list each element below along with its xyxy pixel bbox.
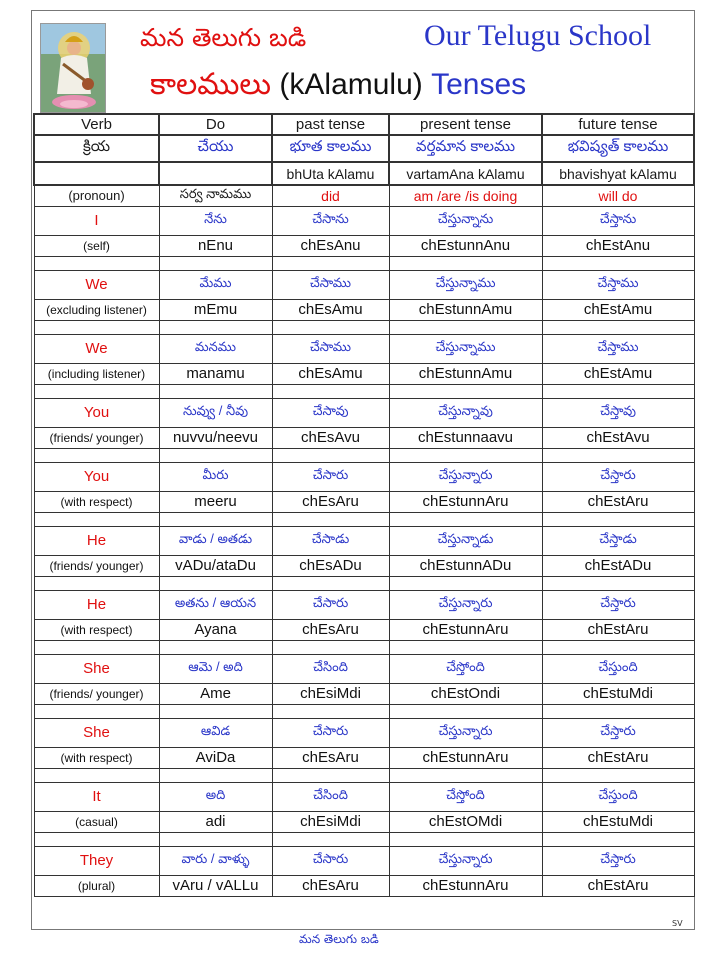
- table-cell: ఆవిడ: [159, 718, 272, 747]
- spacer-cell: [34, 768, 159, 782]
- table-cell: చేసింది: [272, 654, 389, 683]
- header-row-pronoun: [34, 185, 694, 206]
- table-cell: He: [34, 526, 159, 555]
- spacer-cell: [159, 512, 272, 526]
- spacer-cell: [159, 320, 272, 334]
- spacer-row: [34, 576, 694, 590]
- table-row-roman: [34, 363, 694, 384]
- table-cell: Ayana: [159, 619, 272, 640]
- table-row-telugu: [34, 526, 694, 555]
- table-cell: ఆమె / అది: [159, 654, 272, 683]
- header-cell: am /are /is doing: [389, 185, 542, 206]
- table-cell: chEstAvu: [542, 427, 694, 448]
- table-cell: చేస్తున్నారు: [389, 462, 542, 491]
- spacer-cell: [159, 256, 272, 270]
- header-cell: సర్వ నామము: [159, 185, 272, 206]
- table-cell: (excluding listener): [34, 299, 159, 320]
- spacer-cell: [272, 256, 389, 270]
- spacer-cell: [272, 512, 389, 526]
- table-row-roman: [34, 235, 694, 256]
- table-cell: chEsiMdi: [272, 683, 389, 704]
- table-cell: chEstunnAru: [389, 747, 542, 768]
- header-cell: will do: [542, 185, 694, 206]
- spacer-cell: [542, 384, 694, 398]
- table-cell: chEstunnAru: [389, 491, 542, 512]
- table-cell: చేస్తాము: [542, 334, 694, 363]
- table-row-roman: [34, 683, 694, 704]
- table-cell: వాడు / అతడు: [159, 526, 272, 555]
- table-cell: He: [34, 590, 159, 619]
- table-row-telugu: [34, 654, 694, 683]
- spacer-cell: [542, 256, 694, 270]
- table-cell: chEstAru: [542, 491, 694, 512]
- table-cell: చేసారు: [272, 846, 389, 875]
- spacer-cell: [542, 320, 694, 334]
- tenses-table: [33, 113, 695, 897]
- header-cell: క్రియ: [34, 135, 159, 162]
- table-cell: చేస్తున్నారు: [389, 590, 542, 619]
- spacer-cell: [34, 512, 159, 526]
- spacer-cell: [272, 448, 389, 462]
- table-cell: I: [34, 206, 159, 235]
- subtitle-english: Tenses: [431, 68, 527, 101]
- table-cell: We: [34, 270, 159, 299]
- spacer-cell: [389, 640, 542, 654]
- spacer-cell: [159, 448, 272, 462]
- table-cell: chEstADu: [542, 555, 694, 576]
- spacer-cell: [159, 576, 272, 590]
- table-cell: chEsAvu: [272, 427, 389, 448]
- header-cell: (pronoun): [34, 185, 159, 206]
- spacer-cell: [159, 832, 272, 846]
- table-cell: You: [34, 462, 159, 491]
- table-cell: చేస్తారు: [542, 462, 694, 491]
- table-cell: chEstuMdi: [542, 683, 694, 704]
- subtitle-roman: (kAlamulu): [279, 68, 423, 101]
- corner-mark: SV: [672, 919, 683, 928]
- spacer-cell: [542, 576, 694, 590]
- spacer-cell: [272, 384, 389, 398]
- spacer-cell: [34, 832, 159, 846]
- table-cell: chEstAnu: [542, 235, 694, 256]
- table-cell: చేసారు: [272, 590, 389, 619]
- spacer-cell: [159, 704, 272, 718]
- table-cell: chEsAmu: [272, 363, 389, 384]
- subtitle: [150, 67, 526, 109]
- table-cell: చేసాను: [272, 206, 389, 235]
- spacer-cell: [389, 448, 542, 462]
- table-cell: వారు / వాళ్ళు: [159, 846, 272, 875]
- table-cell: (including listener): [34, 363, 159, 384]
- spacer-cell: [272, 576, 389, 590]
- spacer-row: [34, 704, 694, 718]
- table-cell: chEstunnAmu: [389, 363, 542, 384]
- worksheet: [31, 10, 695, 930]
- table-cell: chEsAru: [272, 747, 389, 768]
- table-row-telugu: [34, 782, 694, 811]
- table-cell: Ame: [159, 683, 272, 704]
- spacer-cell: [389, 832, 542, 846]
- spacer-cell: [34, 704, 159, 718]
- table-cell: చేస్తోంది: [389, 782, 542, 811]
- table-cell: vAru / vALLu: [159, 875, 272, 896]
- table-cell: chEstAru: [542, 619, 694, 640]
- header-cell: Verb: [34, 114, 159, 135]
- table-cell: chEsAru: [272, 491, 389, 512]
- table-cell: chEsAru: [272, 875, 389, 896]
- table-cell: chEstunnAmu: [389, 299, 542, 320]
- saraswati-goddess-icon: [40, 23, 106, 113]
- table-cell: meeru: [159, 491, 272, 512]
- table-cell: (self): [34, 235, 159, 256]
- table-cell: (with respect): [34, 491, 159, 512]
- table-cell: chEsADu: [272, 555, 389, 576]
- title-telugu: మన తెలుగు బడి: [140, 23, 307, 52]
- spacer-cell: [272, 768, 389, 782]
- table-row-roman: [34, 875, 694, 896]
- table-cell: chEstunnAru: [389, 619, 542, 640]
- header-cell: future tense: [542, 114, 694, 135]
- spacer-cell: [542, 832, 694, 846]
- spacer-row: [34, 640, 694, 654]
- table-cell: చేస్తారు: [542, 718, 694, 747]
- table-cell: We: [34, 334, 159, 363]
- header-cell: చేయు: [159, 135, 272, 162]
- spacer-cell: [34, 384, 159, 398]
- table-cell: They: [34, 846, 159, 875]
- table-cell: చేసింది: [272, 782, 389, 811]
- spacer-cell: [542, 704, 694, 718]
- spacer-row: [34, 768, 694, 782]
- spacer-cell: [389, 384, 542, 398]
- table-cell: చేస్తాము: [542, 270, 694, 299]
- header-cell: did: [272, 185, 389, 206]
- spacer-cell: [389, 256, 542, 270]
- table-cell: చేస్తావు: [542, 398, 694, 427]
- spacer-row: [34, 832, 694, 846]
- spacer-cell: [389, 512, 542, 526]
- table-row-telugu: [34, 270, 694, 299]
- table-cell: chEstunnAnu: [389, 235, 542, 256]
- table-cell: చేస్తుంది: [542, 782, 694, 811]
- table-cell: చేస్తారు: [542, 590, 694, 619]
- spacer-cell: [389, 320, 542, 334]
- header-row-telugu: [34, 135, 694, 162]
- table-cell: నేను: [159, 206, 272, 235]
- table-cell: vADu/ataDu: [159, 555, 272, 576]
- table-cell: (casual): [34, 811, 159, 832]
- spacer-cell: [34, 256, 159, 270]
- table-row-telugu: [34, 398, 694, 427]
- table-cell: chEstAru: [542, 747, 694, 768]
- table-cell: అది: [159, 782, 272, 811]
- spacer-row: [34, 512, 694, 526]
- table-cell: చేస్తున్నావు: [389, 398, 542, 427]
- table-cell: (friends/ younger): [34, 683, 159, 704]
- table-cell: చేసాము: [272, 334, 389, 363]
- table-cell: మనము: [159, 334, 272, 363]
- table-cell: chEstOMdi: [389, 811, 542, 832]
- spacer-cell: [159, 640, 272, 654]
- table-row-telugu: [34, 334, 694, 363]
- table-row-roman: [34, 299, 694, 320]
- spacer-cell: [389, 576, 542, 590]
- table-cell: చేస్తున్నాము: [389, 270, 542, 299]
- spacer-cell: [34, 576, 159, 590]
- table-row-roman: [34, 491, 694, 512]
- table-cell: నువ్వు / నీవు: [159, 398, 272, 427]
- table-cell: చేసారు: [272, 718, 389, 747]
- spacer-cell: [542, 448, 694, 462]
- spacer-cell: [389, 704, 542, 718]
- table-row-telugu: [34, 718, 694, 747]
- header-cell: vartamAna kAlamu: [389, 162, 542, 185]
- table-cell: chEstunnADu: [389, 555, 542, 576]
- table-row-roman: [34, 427, 694, 448]
- table-cell: చేస్తాను: [542, 206, 694, 235]
- table-cell: మేము: [159, 270, 272, 299]
- spacer-cell: [272, 640, 389, 654]
- table-cell: చేస్తున్నారు: [389, 718, 542, 747]
- table-cell: You: [34, 398, 159, 427]
- table-cell: chEstAmu: [542, 299, 694, 320]
- header-cell: bhUta kAlamu: [272, 162, 389, 185]
- spacer-row: [34, 448, 694, 462]
- table-cell: చేస్తాడు: [542, 526, 694, 555]
- table-row-telugu: [34, 462, 694, 491]
- table-cell: chEstAru: [542, 875, 694, 896]
- spacer-row: [34, 320, 694, 334]
- table-cell: చేస్తుంది: [542, 654, 694, 683]
- table-cell: chEsAnu: [272, 235, 389, 256]
- table-cell: మీరు: [159, 462, 272, 491]
- table-cell: chEstOndi: [389, 683, 542, 704]
- header-cell: భవిష్యత్ కాలము: [542, 135, 694, 162]
- table-cell: (friends/ younger): [34, 427, 159, 448]
- title-english: Our Telugu School: [424, 19, 652, 52]
- header-cell: present tense: [389, 114, 542, 135]
- table-cell: chEsAmu: [272, 299, 389, 320]
- table-cell: chEstunnAru: [389, 875, 542, 896]
- table-row-roman: [34, 811, 694, 832]
- table-cell: chEstunnaavu: [389, 427, 542, 448]
- header-cell: Do: [159, 114, 272, 135]
- table-cell: అతను / ఆయన: [159, 590, 272, 619]
- table-cell: nuvvu/neevu: [159, 427, 272, 448]
- table-cell: (plural): [34, 875, 159, 896]
- spacer-cell: [272, 832, 389, 846]
- table-cell: manamu: [159, 363, 272, 384]
- spacer-cell: [272, 320, 389, 334]
- header-row-transliteration: [34, 162, 694, 185]
- table-cell: చేసారు: [272, 462, 389, 491]
- spacer-row: [34, 256, 694, 270]
- spacer-cell: [159, 768, 272, 782]
- spacer-cell: [542, 640, 694, 654]
- footer-text: మన తెలుగు బడి: [299, 932, 379, 946]
- table-cell: AviDa: [159, 747, 272, 768]
- table-cell: చేస్తోంది: [389, 654, 542, 683]
- table-cell: చేస్తున్నాడు: [389, 526, 542, 555]
- table-cell: (with respect): [34, 747, 159, 768]
- subtitle-telugu: కాలములు: [150, 67, 272, 102]
- table-row-roman: [34, 747, 694, 768]
- table-cell: చేస్తున్నారు: [389, 846, 542, 875]
- table-cell: చేసాడు: [272, 526, 389, 555]
- table-cell: mEmu: [159, 299, 272, 320]
- spacer-row: [34, 384, 694, 398]
- table-row-telugu: [34, 846, 694, 875]
- table-cell: chEsAru: [272, 619, 389, 640]
- table-cell: చేస్తారు: [542, 846, 694, 875]
- spacer-cell: [542, 512, 694, 526]
- header-cell: వర్తమాన కాలము: [389, 135, 542, 162]
- table-row-telugu: [34, 206, 694, 235]
- table-row-roman: [34, 619, 694, 640]
- table-cell: She: [34, 654, 159, 683]
- header-row-english: [34, 114, 694, 135]
- table-cell: chEstAmu: [542, 363, 694, 384]
- spacer-cell: [272, 704, 389, 718]
- header-cell: [34, 162, 159, 185]
- spacer-cell: [542, 768, 694, 782]
- spacer-cell: [34, 640, 159, 654]
- table-cell: చేసాము: [272, 270, 389, 299]
- table-cell: adi: [159, 811, 272, 832]
- spacer-cell: [159, 384, 272, 398]
- table-cell: It: [34, 782, 159, 811]
- table-row-telugu: [34, 590, 694, 619]
- table-row-roman: [34, 555, 694, 576]
- table-cell: చేస్తున్నాను: [389, 206, 542, 235]
- header-cell: bhavishyat kAlamu: [542, 162, 694, 185]
- spacer-cell: [34, 448, 159, 462]
- table-cell: chEstuMdi: [542, 811, 694, 832]
- table-cell: (with respect): [34, 619, 159, 640]
- header-cell: భూత కాలము: [272, 135, 389, 162]
- table-cell: చేసావు: [272, 398, 389, 427]
- spacer-cell: [389, 768, 542, 782]
- table-cell: nEnu: [159, 235, 272, 256]
- table-cell: చేస్తున్నాము: [389, 334, 542, 363]
- table-cell: She: [34, 718, 159, 747]
- spacer-cell: [34, 320, 159, 334]
- header-cell: past tense: [272, 114, 389, 135]
- table-cell: chEsiMdi: [272, 811, 389, 832]
- header-cell: [159, 162, 272, 185]
- table-cell: (friends/ younger): [34, 555, 159, 576]
